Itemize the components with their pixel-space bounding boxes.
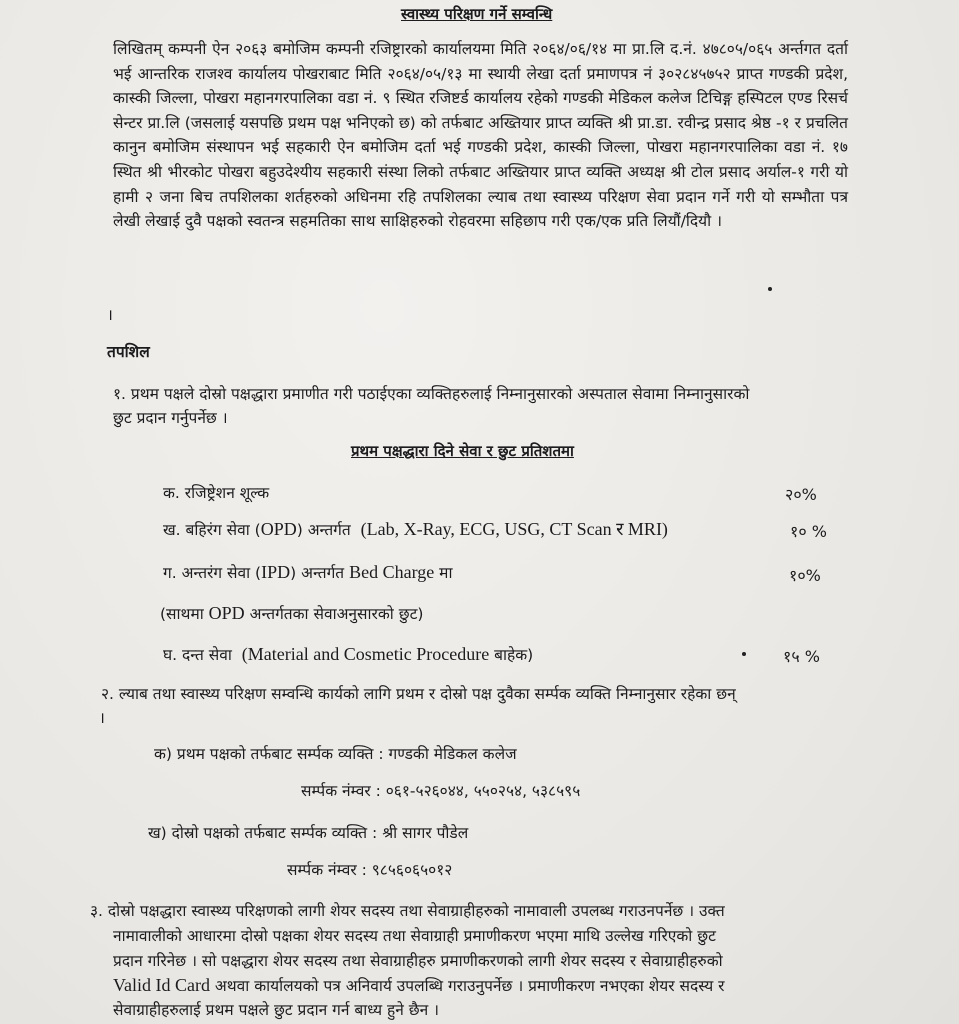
ink-speck [742, 652, 746, 656]
service-opd-discount: १० % [790, 522, 827, 541]
service-ipd-prefix: ग. अन्तरंग सेवा ( [163, 564, 262, 582]
service-ipd-suffix: मा [439, 564, 453, 582]
service-registration-label: क. रजिष्ट्रेशन शूल्क [163, 484, 270, 502]
service-dental-prefix: घ. दन्त सेवा [163, 646, 232, 664]
service-dental-discount: १५ % [783, 647, 820, 666]
clause-1-line-2: छुट प्रदान गर्नुपर्नेछ । [113, 409, 228, 427]
clause-3-line-1: ३. दोस्रो पक्षद्धारा स्वास्थ्य परिक्षणको लागी शेयर सदस्य तथा सेवाग्राहीहरुको नामावाली उपलब्ध गराउनपर्नेछ । उक्त [90, 902, 725, 920]
clause-3-line-2: नामावालीको आधारमा दोस्रो पक्षका शेयर सदस्य तथा सेवाग्राही प्रमाणीकरण भएमा माथि उल्लेख गरिएको छुट [113, 927, 716, 945]
valid-id-card-term: Valid Id Card [113, 975, 210, 995]
service-opd-row [163, 519, 668, 540]
second-party-phone: सर्म्पक नंम्वर : ९८५६०६५०१२ [287, 861, 453, 879]
agreement-intro-paragraph: लिखितम् कम्पनी ऐन २०६३ बमोजिम कम्पनी रजिष्ट्रारको कार्यालयमा मिति २०६४/०६/१४ मा प्रा.लि द.नं. ४७८०५/०६५ अर्न्तगत दर्ता भई आन्तरिक राजश्व कार्यालय पोखराबाट मिति २०६४/०५/१३ मा स्थायी लेखा दर्ता प्रमाणपत्र नं ३०२८४५७५२ प्राप्त गण्डकी प्रदेश, कास्की जिल्ला, पोखरा महानगरपालिका वडा नं. ९ स्थित रजिष्टर्ड कार्यालय रहेको गण्डकी मेडिकल कलेज टिचिङ्ग हस्पिटल एण्ड रिसर्च सेन्टर प्रा.लि (जसलाई यसपछि प्रथम पक्ष भनिएको छ) को तर्फबाट अख्तियार प्राप्त व्यक्ति श्री प्रा.डा. रवीन्द्र प्रसाद श्रेष्ठ -१ र प्रचलित कानुन बमोजिम संस्थापन भई सहकारी ऐन बमोजिम दर्ता भई गण्डकी प्रदेश, कास्की जिल्ला, पोखरा महानगरपालिका वडा नं. १७ स्थित श्री भीरकोट पोखरा बहुउदेश्यीय सहकारी संस्था लिको तर्फबाट अख्तियार प्राप्त व्यक्ति अध्यक्ष श्री टोल प्रसाद अर्याल-१ गरी यो हामी २ जना बिच तपशिलका शर्तहरुको अधिनमा रहि तपशिलका ल्याब तथा स्वास्थ्य परिक्षण सेवा प्रदान गर्ने गरी यो सम्भौता पत्र लेखी लेखाई दुवै पक्षको स्वतन्त्र सहमतिका साथ साक्षिहरुको रोहवरमा सहिछाप गरी एक/एक प्रति लियौं/दियौ । [113, 40, 848, 231]
service-opd-prefix: ख. बहिरंग सेवा ( [163, 521, 261, 539]
clause-3-line-4 [113, 975, 725, 996]
service-opd-mid: ) अन्तर्गत [296, 521, 351, 539]
clause-3-line-4-text: अथवा कार्यालयको पत्र अनिवार्य उपलब्धि गराउनुपर्नेछ । प्रमाणीकरण नभएका शेयर सदस्य र [214, 977, 725, 995]
clause-2-line-1: २. ल्याब तथा स्वास्थ्य परिक्षण सम्वन्धि कार्यको लागि प्रथम र दोस्रो पक्ष दुवैका सर्म्पक व्यक्ति निम्नानुसार रहेका छन् [101, 685, 736, 703]
service-dental-suffix: बाहेक) [494, 646, 534, 664]
schedule-heading: तपशिल [107, 343, 150, 361]
clause-3-line-5: सेवाग्राहीहरुलाई प्रथम पक्षले छुट प्रदान गर्न बाध्य हुने छैन । [113, 1001, 440, 1019]
services-heading: प्रथम पक्षद्धारा दिने सेवा र छुट प्रतिशतमा [351, 442, 574, 460]
first-party-phone: सर्म्पक नंम्वर : ०६१-५२६०४४, ५५०२५४, ५३८५९५ [301, 782, 581, 800]
clause-2-line-2: । [99, 709, 105, 727]
second-party-contact: ख) दोस्रो पक्षको तर्फबाट सर्म्पक व्यक्ति : श्री सागर पौडेल [148, 824, 469, 842]
service-ipd-abbr: IPD [261, 562, 291, 582]
service-dental-row [163, 644, 533, 665]
service-dental-detail: (Material and Cosmetic Procedure [241, 644, 490, 664]
service-note-prefix: (साथमा [160, 605, 204, 623]
service-ipd-detail: Bed Charge [349, 562, 435, 582]
service-note-suffix: अन्तर्गतका सेवाअनुसारको छुट) [249, 605, 424, 623]
service-opd-abbr: OPD [260, 519, 297, 539]
service-ipd-row [163, 562, 452, 583]
service-note-row [160, 603, 423, 624]
service-registration-discount: २०% [785, 485, 817, 504]
stray-mark: । [107, 306, 113, 324]
service-note-abbr: OPD [208, 603, 245, 623]
service-opd-detail: (Lab, X-Ray, ECG, USG, CT Scan र MRI) [360, 519, 668, 539]
ink-speck [768, 287, 772, 291]
first-party-contact: क) प्रथम पक्षको तर्फबाट सर्म्पक व्यक्ति : गण्डकी मेडिकल कलेज [154, 745, 517, 763]
document-heading: स्वास्थ्य परिक्षण गर्ने सम्वन्धि [401, 5, 553, 23]
clause-3-line-3: प्रदान गरिनेछ । सो पक्षद्धारा शेयर सदस्य तथा सेवाग्राहीहरु प्रमाणीकरणको लागी शेयर सदस्य र सेवाग्राहीहरुको [113, 952, 723, 970]
clause-1-line-1: १. प्रथम पक्षले दोस्रो पक्षद्धारा प्रमाणीत गरी पठाईएका व्यक्तिहरुलाई निम्नानुसारको अस्पताल सेवामा निम्नानुसारको [113, 385, 750, 403]
service-ipd-mid: ) अन्तर्गत [290, 564, 345, 582]
service-ipd-discount: १०% [789, 566, 821, 585]
